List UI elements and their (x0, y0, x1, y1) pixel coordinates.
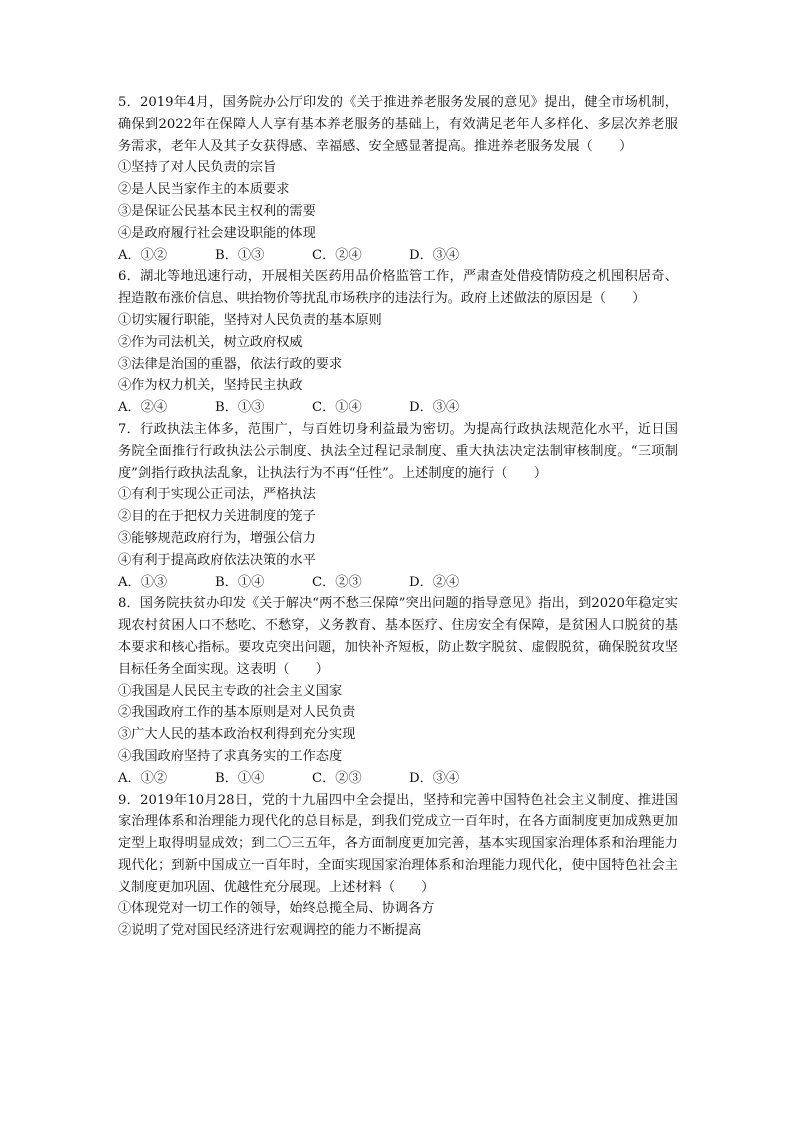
statement-option: ③能够规范政府行为，增强公信力 (118, 530, 316, 546)
statement-option: ④我国政府坚持了求真务实的工作态度 (118, 748, 343, 764)
choice-d: D．③④ (409, 400, 460, 416)
statement-option: ④是政府履行社会建设职能的体现 (118, 225, 316, 241)
question-stem: 9．2019年10月28日，党的十九届四中全会提出，坚持和完善中国特色社会主义制度、推进国家治理体系和治理能力现代化的总目标是，到我们党成立一百年时，在各方面制度更加成熟更加定型上取得明显成效；到二〇三五年，各方面制度更加完善，基本实现国家治理体系和治理能力现代化；到新中国成立一百年时，全面实现国家治理体系和治理能力现代化，使中国特色社会主义制度更加巩固、优越性充分展现。上述材料（ ） (118, 792, 678, 895)
choice-d: D．③④ (409, 770, 460, 786)
statement-option: ②目的在于把权力关进制度的笼子 (118, 509, 316, 525)
question-stem: 7．行政执法主体多，范围广，与百姓切身利益最为密切。为提高行政执法规范化水平，近日国务院全面推行行政执法公示制度、执法全过程记录制度、重大执法决定法制审核制度。“三项制度”剑指行政执法乱象，让执法行为不再“任性”。上述制度的施行（ ） (118, 421, 678, 481)
statement-option: ③法律是治国的重器，依法行政的要求 (118, 356, 343, 372)
choice-b: B．①④ (215, 770, 265, 786)
question-6 (118, 266, 678, 419)
answer-choices (118, 768, 678, 790)
choice-a: A．①③ (118, 574, 168, 590)
question-stem: 6．湖北等地迅速行动，开展相关医药用品价格监管工作，严肃查处借疫情防疫之机囤积居奇、捏造散布涨价信息、哄抬物价等扰乱市场秩序的违法行为。政府上述做法的原因是（ ） (118, 269, 678, 307)
statement-option: ①有利于实现公正司法，严格执法 (118, 487, 316, 503)
statement-option: ①坚持了对人民负责的宗旨 (118, 160, 277, 176)
question-stem: 8．国务院扶贫办印发《关于解决“两不愁三保障”突出问题的指导意见》指出，到2020年稳定实现农村贫困人口不愁吃、不愁穿，义务教育、基本医疗、住房安全有保障，是贫困人口脱贫的基本要求和核心指标。要攻克突出问题，加快补齐短板，防止数字脱贫、虚假脱贫，确保脱贫攻坚目标任务全面实现。这表明（ ） (118, 596, 678, 677)
statement-option: ④有利于提高政府依法决策的水平 (118, 552, 316, 568)
statement-option: ②我国政府工作的基本原则是对人民负责 (118, 705, 356, 721)
choice-d: D．②④ (409, 574, 460, 590)
statement-option: ②是人民当家作主的本质要求 (118, 182, 290, 198)
answer-choices (118, 245, 678, 267)
choice-b: B．①③ (215, 400, 265, 416)
answer-choices (118, 572, 678, 594)
question-sheet (118, 92, 678, 942)
statement-option: ③是保证公民基本民主权利的需要 (118, 203, 316, 219)
choice-c: C．②④ (312, 247, 362, 263)
question-9 (118, 790, 678, 943)
statement-option: ③广大人民的基本政治权利得到充分实现 (118, 727, 356, 743)
question-8 (118, 593, 678, 789)
statement-option: ①体现党对一切工作的领导，始终总揽全局、协调各方 (118, 901, 435, 917)
question-5 (118, 92, 678, 266)
question-7 (118, 419, 678, 593)
choice-b: B．①④ (215, 574, 265, 590)
choice-a: A．①② (118, 770, 168, 786)
answer-choices (118, 397, 678, 419)
choice-a: A．①② (118, 247, 168, 263)
statement-option: ②说明了党对国民经济进行宏观调控的能力不断提高 (118, 923, 422, 939)
statement-option: ①切实履行职能，坚持对人民负责的基本原则 (118, 312, 382, 328)
statement-option: ②作为司法机关，树立政府权威 (118, 334, 303, 350)
choice-d: D．③④ (409, 247, 460, 263)
choice-a: A．②④ (118, 400, 168, 416)
choice-c: C．②③ (312, 770, 362, 786)
choice-c: C．②③ (312, 574, 362, 590)
choice-c: C．①④ (312, 400, 362, 416)
statement-option: ④作为权力机关，坚持民主执政 (118, 378, 303, 394)
choice-b: B．①③ (215, 247, 265, 263)
question-stem: 5．2019年4月，国务院办公厅印发的《关于推进养老服务发展的意见》提出，健全市场机制，确保到2022年在保障人人享有基本养老服务的基础上，有效满足老年人多样化、多层次养老服务需求，老年人及其子女获得感、幸福感、安全感显著提高。推进养老服务发展（ ） (118, 95, 678, 154)
statement-option: ①我国是人民民主专政的社会主义国家 (118, 683, 343, 699)
